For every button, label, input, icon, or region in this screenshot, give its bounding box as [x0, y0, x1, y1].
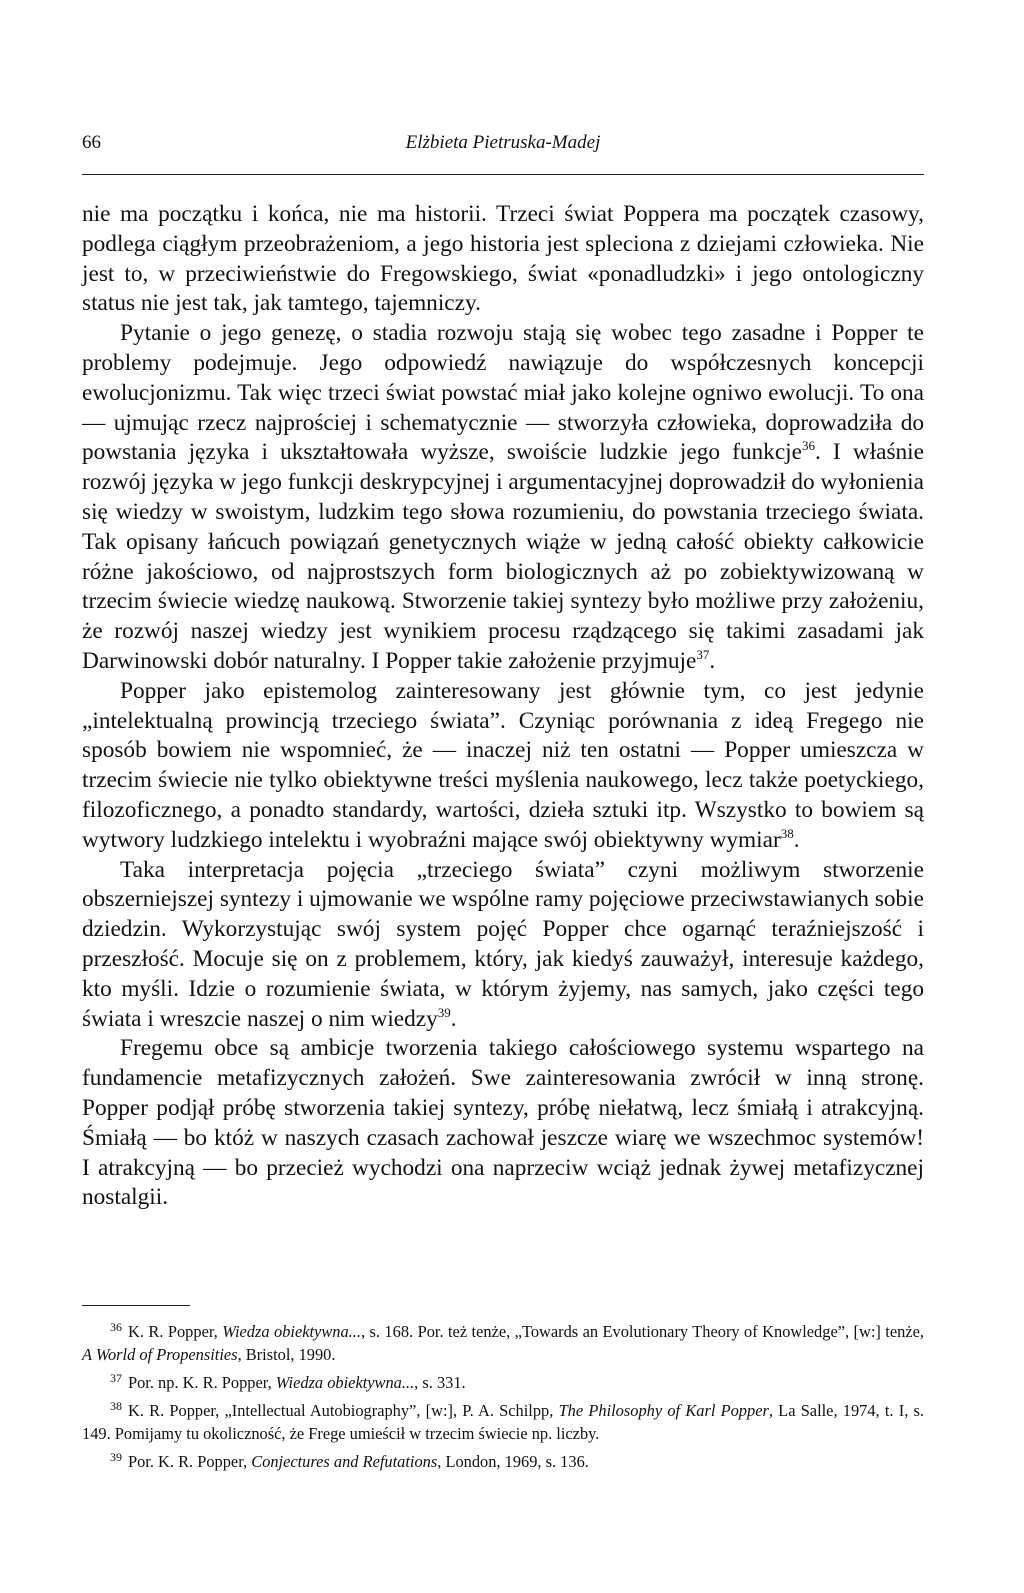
text-span: Pytanie o jego genezę, o stadia rozwoju stają się wobec tego zasadne i Popper te problemy podejmuje. Jego odpowiedź nawiązuje do współczesnych koncepcji ewolucjonizmu. Tak więc trzeci świat powstać miał jako kolejne ogniwo ewolucji. To ona — ujmując rzecz najprościej i schematycznie — stworzyła człowieka, doprowadziła do powstania języka i ukształtowała wyższe, swoiście ludzkie jego funkcje	[82, 320, 924, 466]
footnote-separator	[82, 1305, 190, 1306]
text-span: Popper jako epistemolog zainteresowany jest głównie tym, co jest jedynie „intelektualną prowincją trzeciego świata”. Czyniąc porównania z ideą Fregego nie sposób bowiem nie wspomnieć, że — inaczej niż ten ostatni — Popper umieszcza w trzecim świecie nie tylko obiektywne treści myślenia naukowego, lecz także poetyckiego, filozoficznego, a ponadto standardy, wartości, dzieła sztuki itp. Wszystko to bowiem są wytwory ludzkiego intelektu i wyobraźni mające swój obiektywny wymiar	[82, 677, 924, 853]
text-span: . I właśnie rozwój języka w jego funkcji deskrypcyjnej i argumentacyjnej doprowadził do wyłonienia się wiedzy w swoistym, ludzkim tego słowa rozumieniu, do powstania trzeciego świata. Tak opisany łańcuch powiązań genetycznych wiąże w jedną całość obiekty całkowicie różne jakościowo, od najprostszych form biologicznych aż po zobiektywizowaną w trzecim świecie wiedzę naukową. Stworzenie takiej syntezy było możliwe przy założeniu, że rozwój naszej wiedzy jest wynikiem procesu rządzącego się takimi zasadami jak Darwinowski dobór naturalny. I Popper takie założenie przyjmuje	[82, 439, 924, 674]
text-span: .	[793, 826, 800, 853]
italic-title: Wiedza obiektywna...	[222, 1322, 361, 1341]
footnote	[82, 1371, 924, 1394]
footnote-ref: 38	[780, 825, 794, 841]
italic-title: The Philosophy of Karl Popper	[558, 1401, 769, 1420]
text-span: Por. K. R. Popper,	[128, 1452, 252, 1471]
paragraph	[82, 856, 924, 1035]
footnote	[82, 1450, 924, 1473]
footnotes	[82, 1320, 924, 1478]
footnote-number: 37	[110, 1370, 122, 1385]
text-span: .	[450, 1005, 457, 1032]
footnote-ref: 37	[696, 647, 710, 663]
body-text	[82, 200, 924, 1213]
paragraph	[82, 1034, 924, 1213]
footnote-number: 36	[110, 1319, 122, 1334]
text-span: , s. 331.	[414, 1373, 466, 1392]
text-span: nie ma początku i końca, nie ma historii. Trzeci świat Poppera ma początek czasowy, podlega ciągłym przeobrażeniom, a jego historia jest spleciona z dziejami człowieka. Nie jest to, w przeciwieństwie do Fregowskiego, świat «ponadludzki» i jego ontologiczny status nie jest tak, jak tamtego, tajemniczy.	[82, 201, 924, 317]
text-span: , La Salle, 1974, t. I, s. 149. Pomijamy tu okoliczność, że Frege umieścił w trzecim świecie np. liczby.	[82, 1401, 925, 1443]
paragraph	[82, 677, 924, 856]
text-span: Taka interpretacja pojęcia „trzeciego świata” czyni możliwym stworzenie obszerniejszej syntezy i ujmowanie we wspólne ramy pojęciowe przeciwstawianych sobie dziedzin. Wykorzystując swój system pojęć Popper chce ogarnąć teraźniejszość i przeszłość. Mocuje się on z problemem, który, jak kiedyś zauważył, interesuje każdego, kto myśli. Idzie o rozumienie świata, w którym żyjemy, nas samych, jako części tego świata i wreszcie naszej o nim wiedzy	[82, 856, 924, 1032]
italic-title: Wiedza obiektywna...	[275, 1373, 415, 1392]
page-header	[82, 128, 924, 175]
footnote-number: 38	[110, 1398, 122, 1413]
text-span: , Bristol, 1990.	[237, 1345, 336, 1364]
text-span: K. R. Popper,	[128, 1322, 223, 1341]
italic-title: A World of Propensities	[82, 1345, 238, 1364]
text-span: Fregemu obce są ambicje tworzenia takiego całościowego systemu wspartego na fundamencie metafizycznych założeń. Swe zainteresowania zwrócił w inną stronę. Popper podjął próbę stworzenia takiej syntezy, próbę niełatwą, lecz śmiałą i atrakcyjną. Śmiałą — bo któż w naszych czasach zachował jeszcze wiarę we wszechmoc systemów! I atrakcyjną — bo przecież wychodzi ona naprzeciw wciąż jednak żywej metafizycznej nostalgii.	[82, 1035, 924, 1211]
paragraph	[82, 319, 924, 677]
text-span: Por. np. K. R. Popper,	[128, 1373, 276, 1392]
paragraph	[82, 200, 924, 319]
footnote-ref: 39	[437, 1004, 451, 1020]
text-span: , London, 1969, s. 136.	[437, 1452, 589, 1471]
footnote	[82, 1399, 924, 1445]
page-number: 66	[82, 132, 101, 153]
text-span: .	[709, 647, 716, 674]
footnote-ref: 36	[801, 438, 815, 454]
text-span: K. R. Popper, „Intellectual Autobiography”, [w:], P. A. Schilpp,	[128, 1401, 559, 1420]
italic-title: Conjectures and Refutations	[251, 1452, 438, 1471]
running-head: Elżbieta Pietruska-Madej	[405, 132, 601, 153]
footnote-number: 39	[110, 1449, 122, 1464]
footnote	[82, 1320, 924, 1366]
text-span: , s. 168. Por. też tenże, „Towards an Evolutionary Theory of Knowledge”, [w:] tenże,	[360, 1322, 924, 1341]
